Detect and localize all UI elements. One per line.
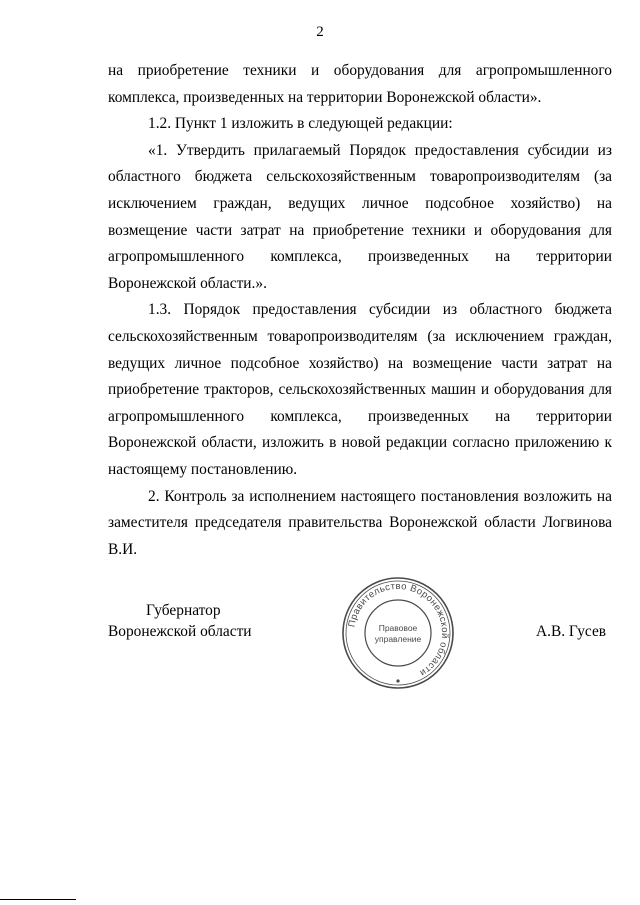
svg-text:управление: управление <box>374 634 422 644</box>
paragraph-quote: «1. Утвердить прилагаемый Порядок предоставления субсидии из областного бюджета сельскохозяйственным товаропроизводителям (за исключением граждан, ведущих личное подсобное хозяйство) на возмещение части затрат на приобретение техники и оборудования для агропромышленного комплекса, произведенных на территории Воронежской области.». <box>108 141 612 292</box>
paragraph-1-2: 1.2. Пункт 1 изложить в следующей редакции: <box>148 115 453 133</box>
paragraph-1-3: 1.3. Порядок предоставления субсидии из областного бюджета сельскохозяйственным товаропроизводителям (за исключением граждан, ведущих личное подсобное хозяйство) на возмещение части затрат на приобретение тракторов, сельскохозяйственных машин и оборудования для агропромышленного комплекса, произведенных на территории Воронежской области, изложить в новой редакции согласно приложению к настоящему постановлению. <box>108 301 612 478</box>
signatory-title-line1: Губернатор <box>146 602 221 619</box>
signatory-title-line2: Воронежской области <box>108 623 252 640</box>
official-seal <box>340 575 456 691</box>
paragraph-2: 2. Контроль за исполнением настоящего постановления возложить на заместителя председателя правительства Воронежской области Логвинова В.И. <box>108 487 612 558</box>
signatory-title <box>108 600 252 642</box>
document-body <box>108 58 612 563</box>
paragraph-continuation: на приобретение техники и оборудования для агропромышленного комплекса, произведенных на территории Воронежской области». <box>108 62 612 106</box>
seal-stamp-image <box>340 575 456 691</box>
svg-text:Правительство Воронежской обла: Правительство Воронежской области <box>346 580 451 679</box>
page-number: 2 <box>316 24 324 40</box>
signatory-name: А.В. Гусев <box>536 623 607 640</box>
svg-text:Правовое: Правовое <box>378 623 418 633</box>
footnote-rule <box>0 899 76 900</box>
